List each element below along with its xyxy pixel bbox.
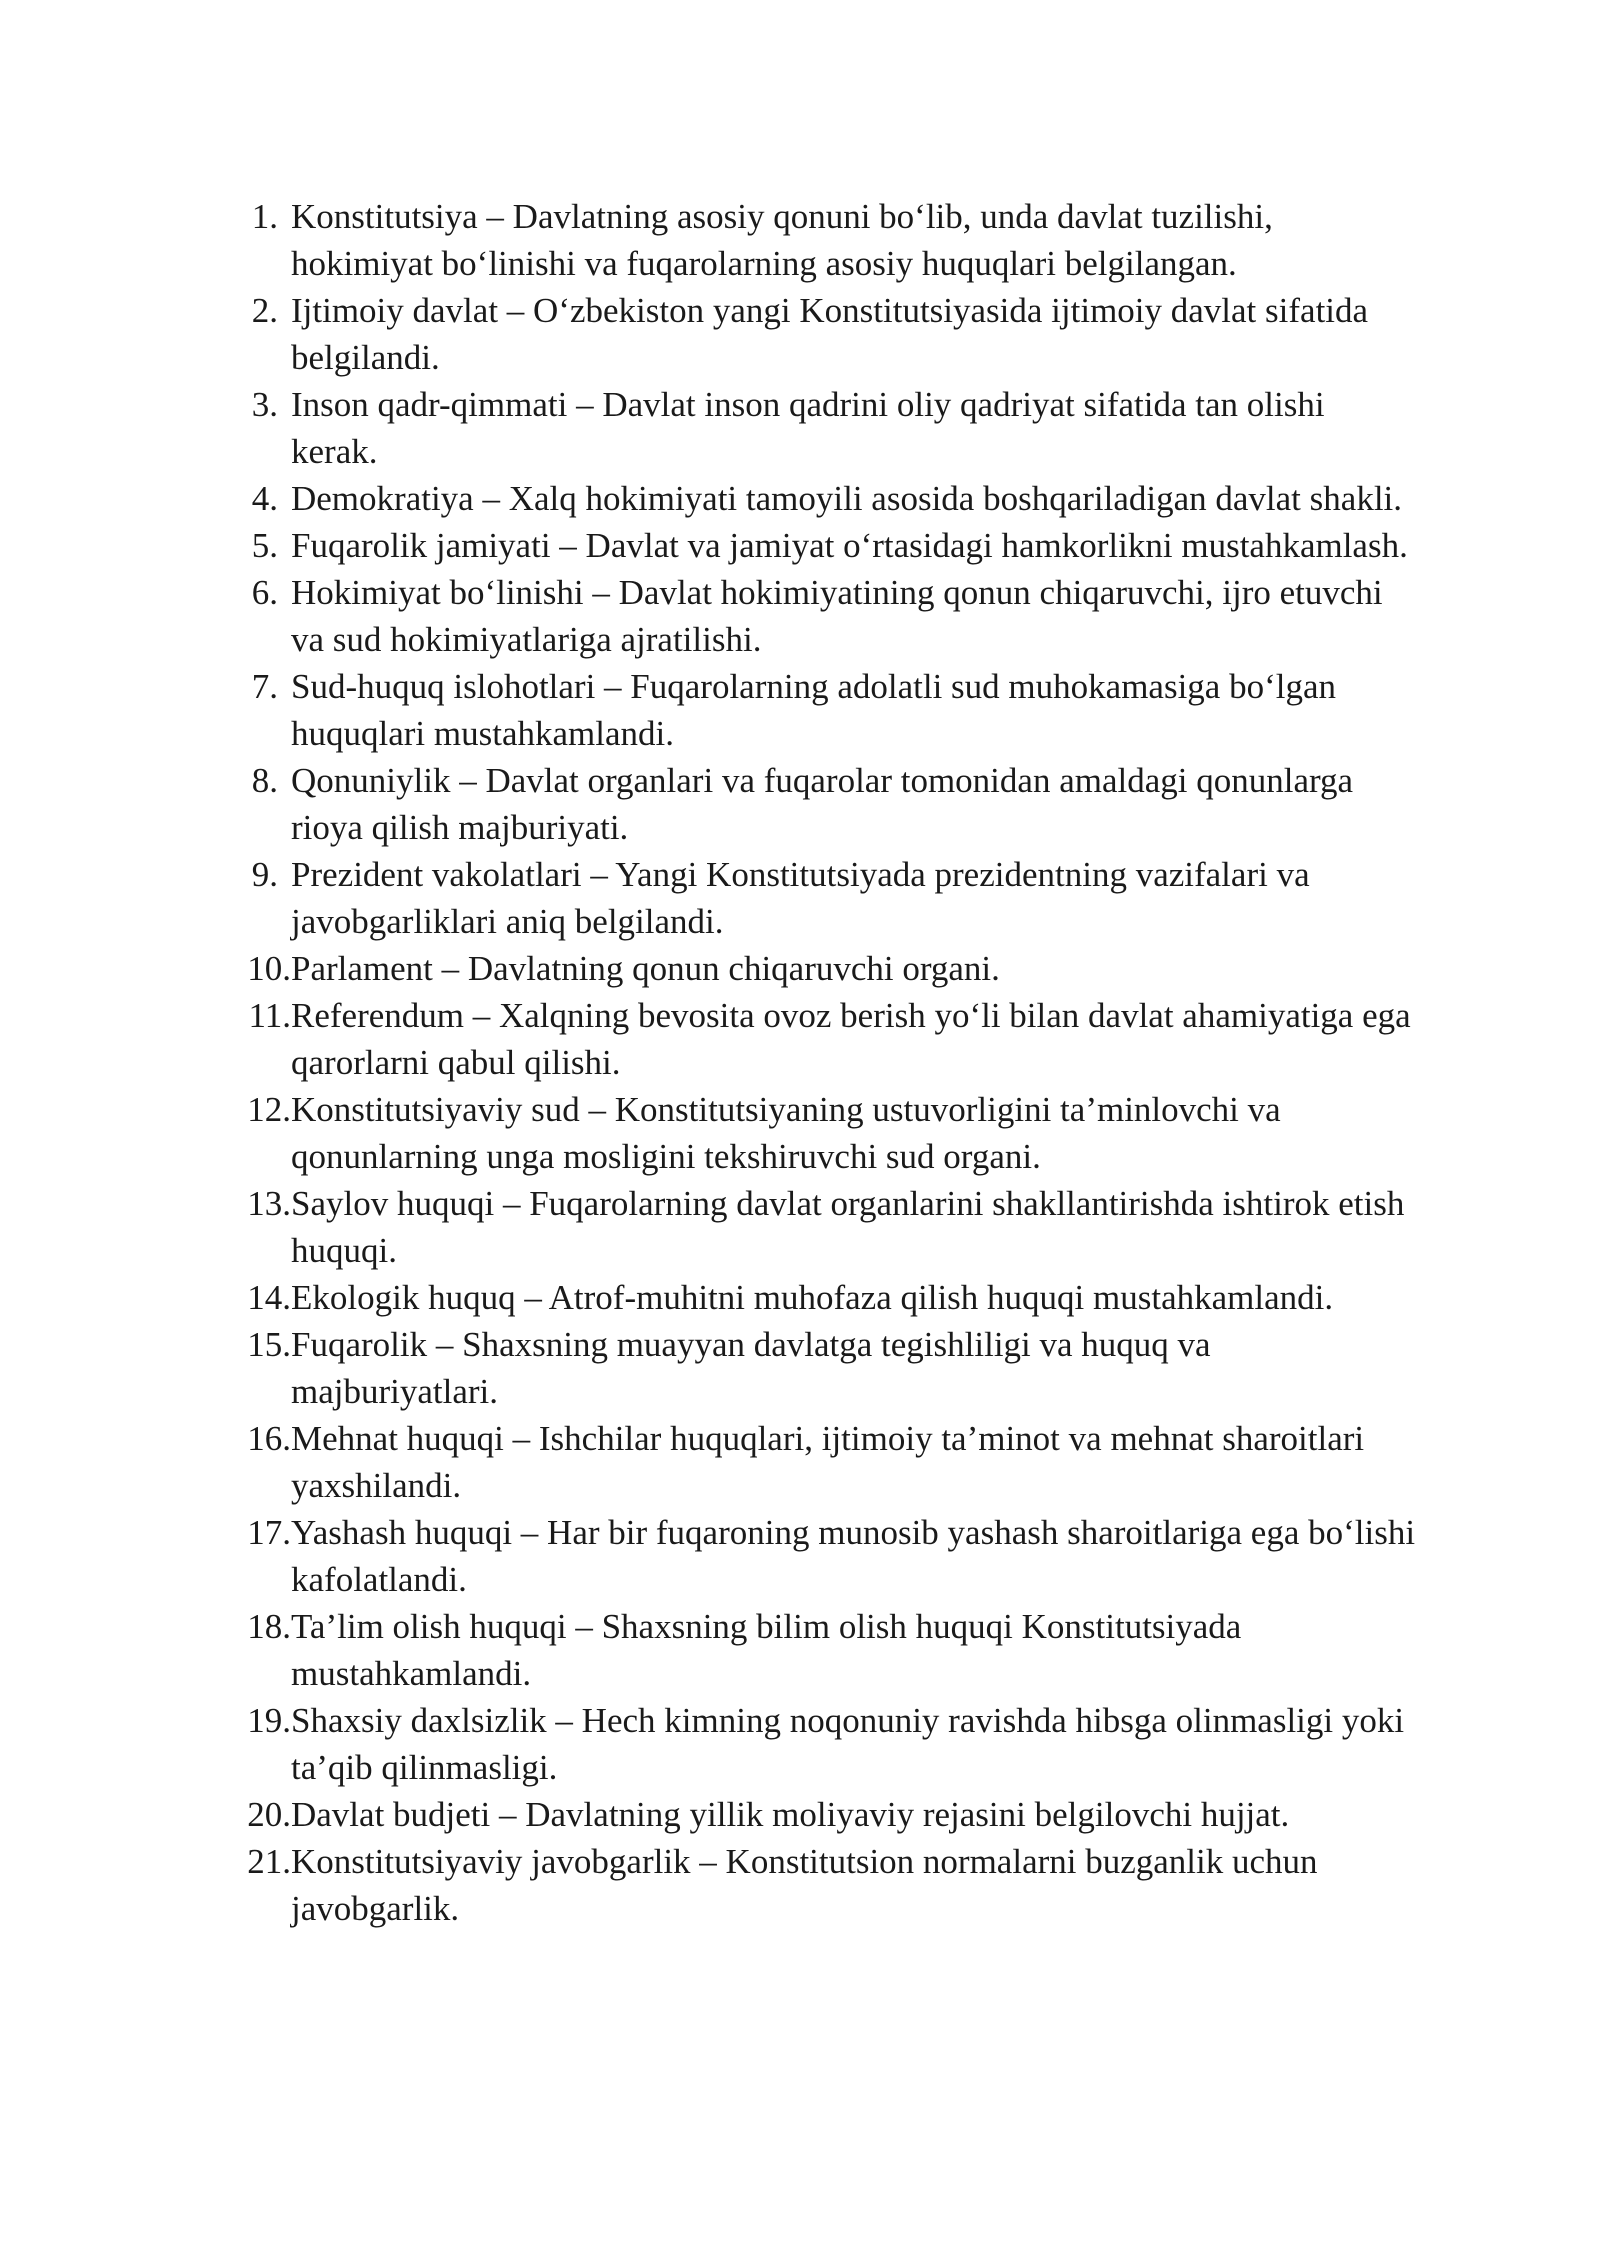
- list-item: [238, 1838, 1418, 1932]
- item-text: Demokratiya – Xalq hokimiyati tamoyili asosida boshqariladigan davlat shakli.: [291, 479, 1403, 518]
- item-text: Konstitutsiyaviy sud – Konstitutsiyaning ustuvorligini ta’minlovchi va qonunlarning unga mosligini tekshiruvchi sud organi.: [291, 1090, 1281, 1176]
- item-number: 15.: [247, 1325, 291, 1364]
- item-text: Hokimiyat bo‘linishi – Davlat hokimiyatining qonun chiqaruvchi, ijro etuvchi va sud hokimiyatlariga ajratilishi.: [291, 573, 1383, 659]
- list-item: [238, 1509, 1418, 1603]
- item-text: Fuqarolik jamiyati – Davlat va jamiyat o‘rtasidagi hamkorlikni mustahkamlash.: [291, 526, 1408, 565]
- list-item: [238, 193, 1418, 287]
- item-number: 13.: [247, 1184, 291, 1223]
- item-text: Mehnat huquqi – Ishchilar huquqlari, ijtimoiy ta’minot va mehnat sharoitlari yaxshilandi.: [291, 1419, 1365, 1505]
- item-text: Qonuniylik – Davlat organlari va fuqarolar tomonidan amaldagi qonunlarga rioya qilish majburiyati.: [291, 761, 1354, 847]
- item-text: Ijtimoiy davlat – O‘zbekiston yangi Konstitutsiyasida ijtimoiy davlat sifatida belgilandi.: [291, 291, 1369, 377]
- list-item: [238, 663, 1418, 757]
- list-item: [238, 1274, 1418, 1321]
- item-number: 9.: [251, 855, 278, 894]
- item-number: 4.: [251, 479, 278, 518]
- item-number: 18.: [247, 1607, 291, 1646]
- item-text: Ekologik huquq – Atrof-muhitni muhofaza qilish huquqi mustahkamlandi.: [291, 1278, 1334, 1317]
- item-number: 10.: [247, 949, 291, 988]
- term-list: [238, 193, 1418, 1932]
- item-number: 21.: [247, 1842, 291, 1881]
- item-text: Referendum – Xalqning bevosita ovoz berish yo‘li bilan davlat ahamiyatiga ega qarorlarni qabul qilishi.: [291, 996, 1411, 1082]
- item-text: Fuqarolik – Shaxsning muayyan davlatga tegishliligi va huquq va majburiyatlari.: [291, 1325, 1211, 1411]
- list-item: [238, 522, 1418, 569]
- item-number: 7.: [251, 667, 278, 706]
- item-text: Sud-huquq islohotlari – Fuqarolarning adolatli sud muhokamasiga bo‘lgan huquqlari mustahkamlandi.: [291, 667, 1336, 753]
- item-text: Shaxsiy daxlsizlik – Hech kimning noqonuniy ravishda hibsga olinmasligi yoki ta’qib qilinmasligi.: [291, 1701, 1405, 1787]
- list-item: [238, 945, 1418, 992]
- list-item: [238, 851, 1418, 945]
- item-text: Parlament – Davlatning qonun chiqaruvchi organi.: [291, 949, 1000, 988]
- item-text: Konstitutsiyaviy javobgarlik – Konstitutsion normalarni buzganlik uchun javobgarlik.: [291, 1842, 1318, 1928]
- list-item: [238, 1697, 1418, 1791]
- list-item: [238, 757, 1418, 851]
- list-item: [238, 287, 1418, 381]
- item-number: 6.: [251, 573, 278, 612]
- item-text: Davlat budjeti – Davlatning yillik moliyaviy rejasini belgilovchi hujjat.: [291, 1795, 1290, 1834]
- item-text: Yashash huquqi – Har bir fuqaroning munosib yashash sharoitlariga ega bo‘lishi kafolatlandi.: [291, 1513, 1416, 1599]
- item-number: 17.: [247, 1513, 291, 1552]
- item-number: 19.: [247, 1701, 291, 1740]
- item-number: 11.: [248, 996, 291, 1035]
- list-item: [238, 569, 1418, 663]
- item-text: Ta’lim olish huquqi – Shaxsning bilim olish huquqi Konstitutsiyada mustahkamlandi.: [291, 1607, 1242, 1693]
- list-item: [238, 1603, 1418, 1697]
- item-number: 8.: [251, 761, 278, 800]
- item-text: Konstitutsiya – Davlatning asosiy qonuni bo‘lib, unda davlat tuzilishi, hokimiyat bo‘linishi va fuqarolarning asosiy huquqlari belgilangan.: [291, 197, 1273, 283]
- list-item: [238, 1415, 1418, 1509]
- list-item: [238, 381, 1418, 475]
- list-item: [238, 1180, 1418, 1274]
- list-item: [238, 475, 1418, 522]
- list-item: [238, 1791, 1418, 1838]
- item-text: Prezident vakolatlari – Yangi Konstitutsiyada prezidentning vazifalari va javobgarliklari aniq belgilandi.: [291, 855, 1310, 941]
- item-number: 12.: [247, 1090, 291, 1129]
- list-item: [238, 1086, 1418, 1180]
- item-number: 20.: [247, 1795, 291, 1834]
- item-number: 14.: [247, 1278, 291, 1317]
- item-number: 3.: [251, 385, 278, 424]
- item-number: 1.: [251, 197, 278, 236]
- item-number: 2.: [251, 291, 278, 330]
- list-item: [238, 992, 1418, 1086]
- list-item: [238, 1321, 1418, 1415]
- item-number: 16.: [247, 1419, 291, 1458]
- item-text: Saylov huquqi – Fuqarolarning davlat organlarini shakllantirishda ishtirok etish huquqi.: [291, 1184, 1405, 1270]
- item-number: 5.: [251, 526, 278, 565]
- item-text: Inson qadr-qimmati – Davlat inson qadrini oliy qadriyat sifatida tan olishi kerak.: [291, 385, 1325, 471]
